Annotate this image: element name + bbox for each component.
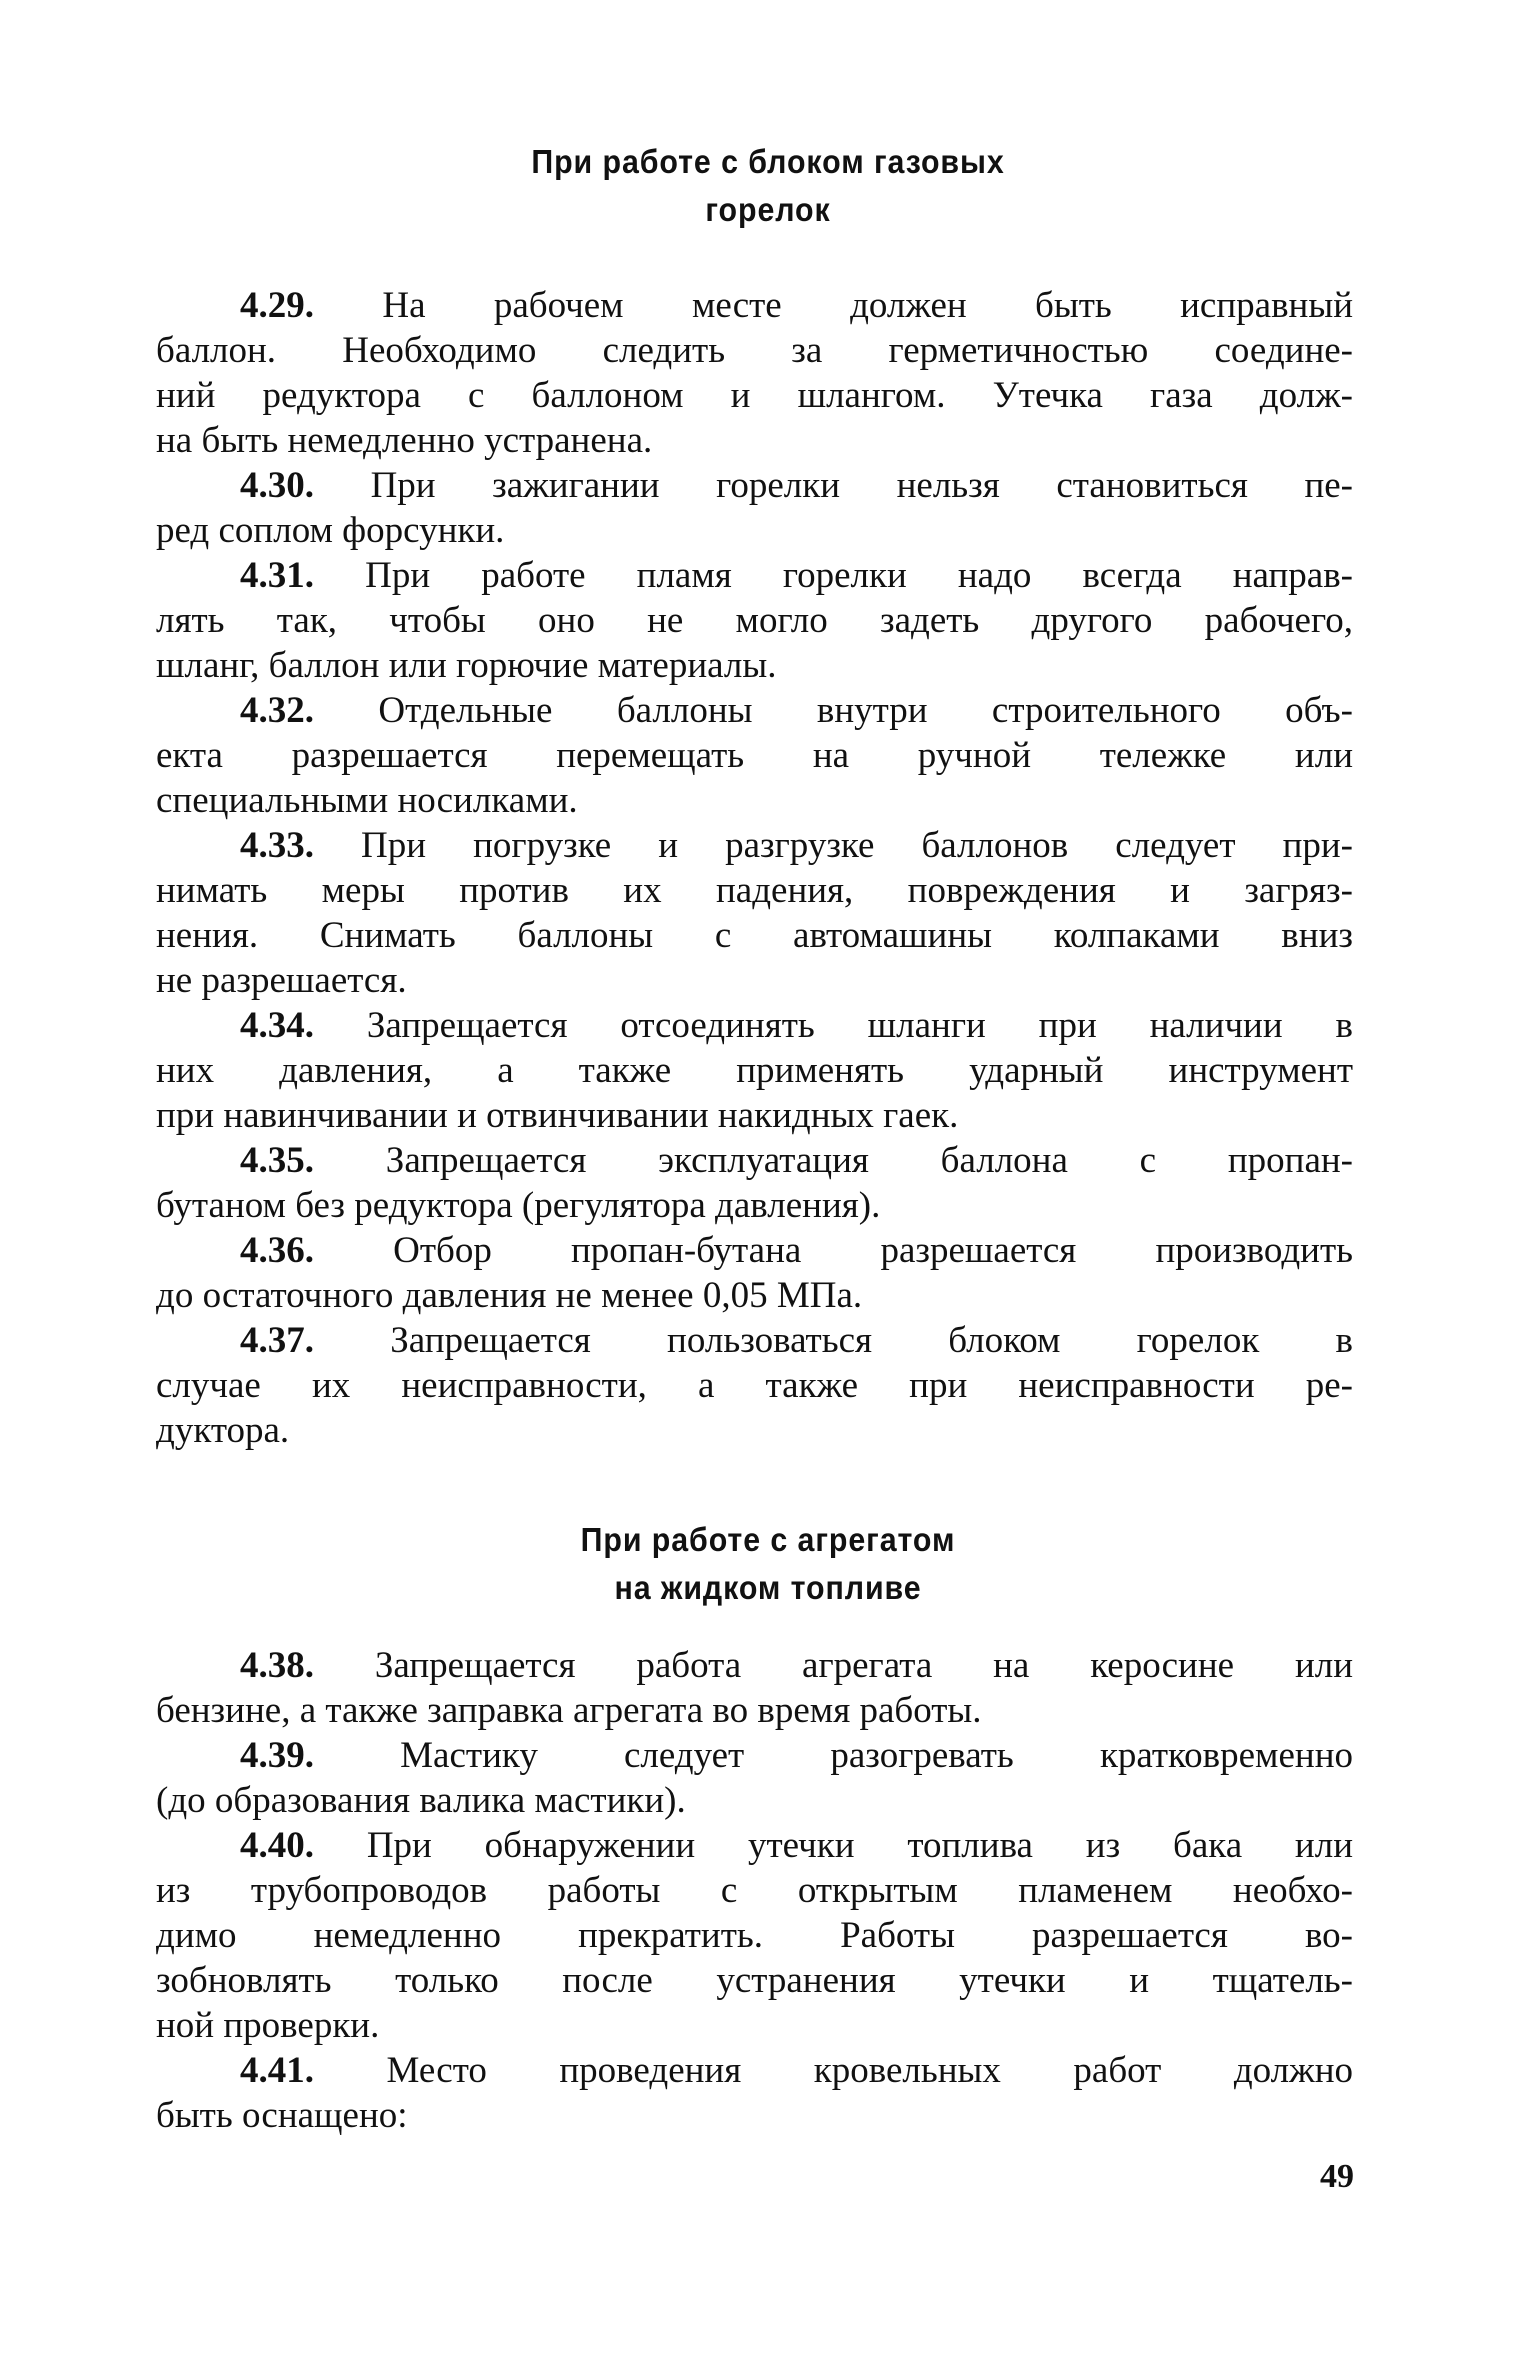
section-heading-gas-burners <box>61 138 1474 234</box>
text-line <box>156 508 1353 553</box>
line-text: Запрещается эксплуатация баллона с пропан- <box>385 1140 1354 1181</box>
text-line <box>156 823 1353 868</box>
text-line <box>156 778 1353 823</box>
paragraph-number: 4.32. <box>240 690 314 731</box>
page-number: 49 <box>1320 2158 1354 2195</box>
line-text: При обнаружении утечки топлива из бака или <box>366 1825 1353 1866</box>
paragraph <box>156 688 1353 823</box>
text-line <box>156 1048 1353 1093</box>
text-line <box>156 1778 1353 1823</box>
paragraph-number: 4.31. <box>240 555 314 596</box>
text-line <box>156 1408 1353 1453</box>
section-heading-liquid-fuel <box>61 1516 1474 1612</box>
line-text: ред соплом форсунки. <box>156 510 505 551</box>
line-text: из трубопроводов работы с открытым пламенем необхо- <box>156 1870 1353 1911</box>
line-text: При зажигании горелки нельзя становиться пе- <box>370 465 1354 506</box>
paragraph-number: 4.39. <box>240 1735 314 1776</box>
line-text: нимать меры против их падения, повреждения и загряз- <box>156 870 1353 911</box>
line-text: быть оснащено: <box>156 2095 408 2136</box>
text-line <box>156 1183 1353 1228</box>
line-text: нения. Снимать баллоны с автомашины колпаками вниз <box>156 915 1353 956</box>
text-line <box>156 1958 1353 2003</box>
line-text: бензине, а также заправка агрегата во время работы. <box>156 1690 982 1731</box>
heading-line: на жидком топливе <box>614 1569 922 1606</box>
line-text: ной проверки. <box>156 2005 380 2046</box>
line-text: Место проведения кровельных работ должно <box>386 2050 1354 2091</box>
text-line <box>156 2048 1353 2093</box>
line-text: специальными носилками. <box>156 780 578 821</box>
line-text: Отдельные баллоны внутри строительного объ- <box>378 690 1353 731</box>
paragraph-number: 4.30. <box>240 465 314 506</box>
paragraph <box>156 1823 1353 2048</box>
text-line <box>156 1913 1353 1958</box>
heading-line: горелок <box>705 191 831 228</box>
line-text: случае их неисправности, а также при неисправности ре- <box>156 1365 1353 1406</box>
line-text: баллон. Необходимо следить за герметичностью соедине- <box>156 330 1353 371</box>
line-text: димо немедленно прекратить. Работы разрешается во- <box>156 1915 1353 1956</box>
text-line <box>156 1733 1353 1778</box>
paragraph-number: 4.40. <box>240 1825 314 1866</box>
paragraph-number: 4.33. <box>240 825 314 866</box>
text-line <box>156 1273 1353 1318</box>
paragraph <box>156 823 1353 1003</box>
text-line <box>156 1363 1353 1408</box>
paragraph-number: 4.36. <box>240 1230 314 1271</box>
text-line <box>156 1228 1353 1273</box>
text-line <box>156 913 1353 958</box>
paragraph-number: 4.35. <box>240 1140 314 1181</box>
line-text: зобновлять только после устранения утечки и тщатель- <box>156 1960 1353 2001</box>
section-liquid-fuel-body <box>156 1643 1353 2138</box>
line-text: бутаном без редуктора (регулятора давления). <box>156 1185 881 1226</box>
paragraph-number: 4.34. <box>240 1005 314 1046</box>
line-text: Запрещается пользоваться блоком горелок в <box>390 1320 1353 1361</box>
paragraph <box>156 463 1353 553</box>
text-line <box>156 463 1353 508</box>
text-line <box>156 373 1353 418</box>
paragraph <box>156 1138 1353 1228</box>
text-line <box>156 1688 1353 1733</box>
text-line <box>156 328 1353 373</box>
line-text: На рабочем месте должен быть исправный <box>382 285 1353 326</box>
paragraph <box>156 1318 1353 1453</box>
line-text: дуктора. <box>156 1410 290 1451</box>
line-text: (до образования валика мастики). <box>156 1780 686 1821</box>
paragraph-number: 4.29. <box>240 285 314 326</box>
heading-line: При работе с агрегатом <box>580 1521 956 1558</box>
line-text: При погрузке и разгрузке баллонов следует при- <box>361 825 1353 866</box>
line-text: екта разрешается перемещать на ручной тележке или <box>156 735 1353 776</box>
line-text: до остаточного давления не менее 0,05 МПа. <box>156 1275 863 1316</box>
line-text: Мастику следует разогревать кратковременно <box>400 1735 1353 1776</box>
line-text: Запрещается отсоединять шланги при наличии в <box>366 1005 1353 1046</box>
paragraph-number: 4.41. <box>240 2050 314 2091</box>
text-line <box>156 1318 1353 1363</box>
text-line <box>156 1093 1353 1138</box>
line-text: при навинчивании и отвинчивании накидных гаек. <box>156 1095 959 1136</box>
text-line <box>156 958 1353 1003</box>
paragraph-number: 4.37. <box>240 1320 314 1361</box>
text-line <box>156 1643 1353 1688</box>
paragraph <box>156 553 1353 688</box>
text-line <box>156 688 1353 733</box>
paragraph <box>156 1003 1353 1138</box>
section-gas-burners-body <box>156 283 1353 1453</box>
text-line <box>156 1003 1353 1048</box>
line-text: них давления, а также применять ударный инструмент <box>156 1050 1353 1091</box>
heading-line: При работе с блоком газовых <box>531 143 1005 180</box>
line-text: на быть немедленно устранена. <box>156 420 653 461</box>
text-line <box>156 733 1353 778</box>
line-text: Запрещается работа агрегата на керосине или <box>374 1645 1354 1686</box>
paragraph <box>156 1733 1353 1823</box>
line-text: не разрешается. <box>156 960 407 1001</box>
paragraph <box>156 1228 1353 1318</box>
text-line <box>156 1138 1353 1183</box>
text-line <box>156 418 1353 463</box>
text-line <box>156 2003 1353 2048</box>
paragraph <box>156 283 1353 463</box>
line-text: Отбор пропан-бутана разрешается производить <box>393 1230 1353 1271</box>
line-text: лять так, чтобы оно не могло задеть другого рабочего, <box>156 600 1353 641</box>
text-line <box>156 1868 1353 1913</box>
line-text: При работе пламя горелки надо всегда направ- <box>365 555 1353 596</box>
line-text: шланг, баллон или горючие материалы. <box>156 645 777 686</box>
line-text: ний редуктора с баллоном и шлангом. Утечка газа долж- <box>156 375 1353 416</box>
paragraph <box>156 2048 1353 2138</box>
text-line <box>156 2093 1353 2138</box>
text-line <box>156 553 1353 598</box>
text-line <box>156 598 1353 643</box>
text-line <box>156 643 1353 688</box>
text-line <box>156 1823 1353 1868</box>
paragraph <box>156 1643 1353 1733</box>
text-line <box>156 283 1353 328</box>
text-line <box>156 868 1353 913</box>
paragraph-number: 4.38. <box>240 1645 314 1686</box>
